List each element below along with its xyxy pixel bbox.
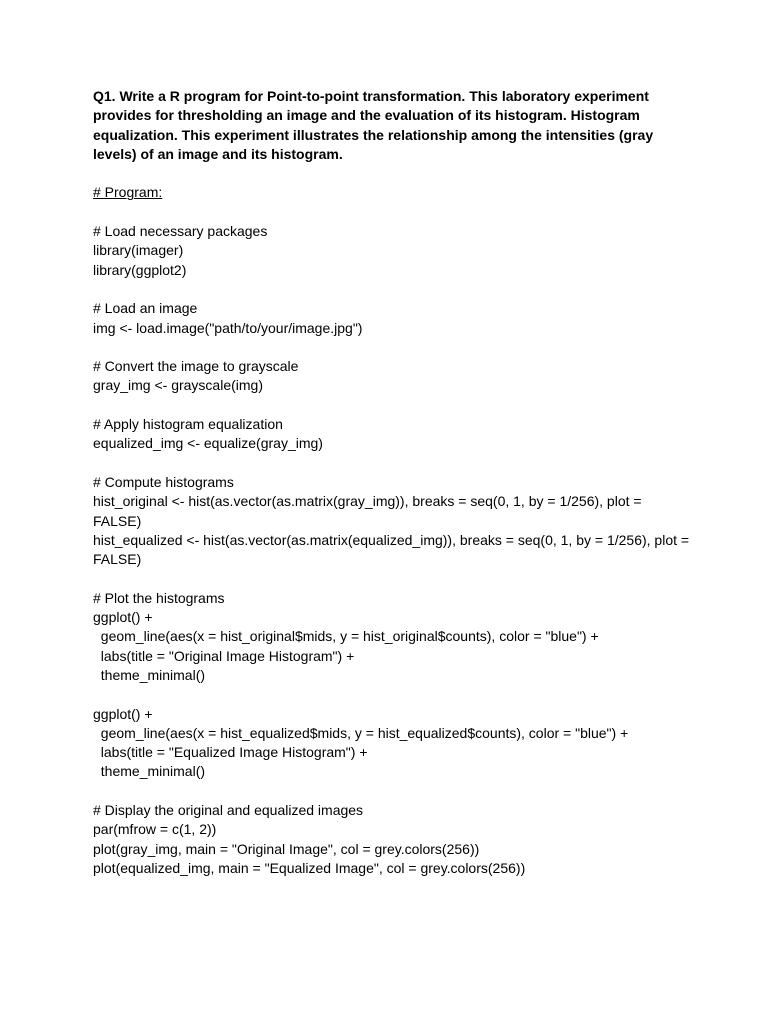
code-comment: # Compute histograms — [93, 473, 234, 490]
spacer — [93, 396, 693, 415]
code-line: plot(equalized_img, main = "Equalized Image", col = grey.colors(256)) — [93, 859, 526, 876]
code-line: labs(title = "Equalized Image Histogram") + — [93, 744, 368, 761]
code-line: gray_img <- grayscale(img) — [93, 377, 263, 394]
code-line: geom_line(aes(x = hist_equalized$mids, y = hist_equalized$counts), color = "blue") + — [93, 724, 629, 741]
code-line: par(mfrow = c(1, 2)) — [93, 821, 217, 838]
spacer — [93, 280, 693, 299]
code-line: theme_minimal() — [93, 763, 206, 780]
code-line: theme_minimal() — [93, 666, 206, 683]
code-line: equalized_img <- equalize(gray_img) — [93, 435, 323, 452]
code-line: library(ggplot2) — [93, 261, 187, 278]
spacer — [93, 164, 693, 183]
spacer — [93, 685, 693, 704]
document-page — [93, 87, 693, 878]
code-line: hist_equalized <- hist(as.vector(as.matrix(equalized_img)), breaks = seq(0, 1, by = 1/256), plot = FALSE) — [93, 531, 690, 568]
code-line: ggplot() + — [93, 609, 153, 626]
program-heading: # Program: — [93, 184, 163, 201]
code-comment: # Convert the image to grayscale — [93, 358, 299, 375]
spacer — [93, 338, 693, 357]
spacer — [93, 782, 693, 801]
code-comment: # Plot the histograms — [93, 589, 225, 606]
code-comment: # Display the original and equalized images — [93, 801, 364, 818]
code-line: geom_line(aes(x = hist_original$mids, y = hist_original$counts), color = "blue") + — [93, 628, 599, 645]
code-line: ggplot() + — [93, 705, 153, 722]
spacer — [93, 569, 693, 588]
code-comment: # Apply histogram equalization — [93, 416, 283, 433]
code-comment: # Load an image — [93, 300, 198, 317]
code-line: library(imager) — [93, 242, 184, 259]
spacer — [93, 203, 693, 222]
code-line: plot(gray_img, main = "Original Image", col = grey.colors(256)) — [93, 840, 480, 857]
spacer — [93, 454, 693, 473]
code-comment: # Load necessary packages — [93, 223, 268, 240]
code-line: hist_original <- hist(as.vector(as.matrix(gray_img)), breaks = seq(0, 1, by = 1/256), plot = FALSE) — [93, 493, 642, 529]
question-text: Q1. Write a R program for Point-to-point transformation. This laboratory experiment provides for thresholding an image and the evaluation of its histogram. Histogram equalization. This experiment illustrates the relationship among the intensities (gray levels) of an image and its histogram. — [93, 88, 654, 162]
code-line: img <- load.image("path/to/your/image.jpg") — [93, 319, 363, 336]
code-line: labs(title = "Original Image Histogram") + — [93, 647, 355, 664]
